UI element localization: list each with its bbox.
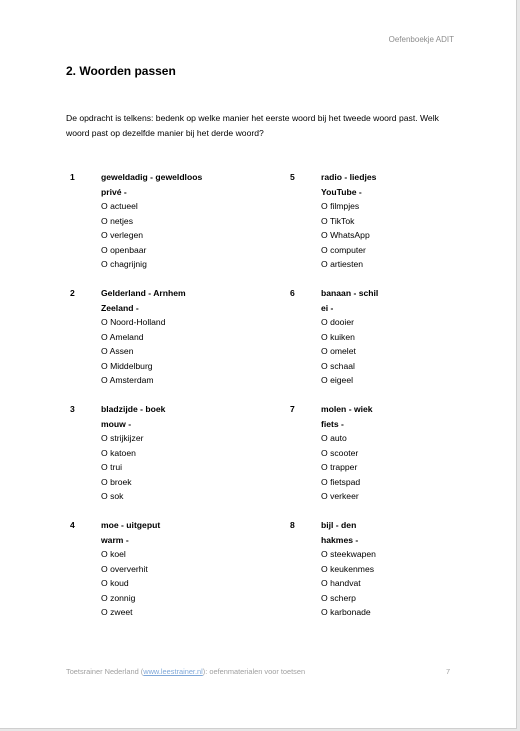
answer-option[interactable]: O eigeel [321, 375, 354, 385]
answer-option[interactable]: O karbonade [321, 607, 371, 617]
answer-option[interactable]: O Assen [101, 346, 134, 356]
page-number: 7 [446, 667, 451, 676]
question-number: 2 [70, 288, 75, 298]
word-pair: bijl - den [321, 520, 357, 530]
answer-option[interactable]: O omelet [321, 346, 356, 356]
answer-option[interactable]: O WhatsApp [321, 230, 370, 240]
answer-option[interactable]: O scherp [321, 592, 356, 603]
answer-option[interactable]: O dooier [321, 317, 354, 327]
answer-option[interactable]: O zonnig [101, 592, 136, 603]
question-number: 7 [290, 404, 295, 414]
question-number: 6 [290, 288, 295, 298]
question-body [101, 170, 261, 272]
footer-suffix: ): oefenmaterialen voor toetsen [202, 667, 306, 676]
page-title: 2. Woorden passen [66, 64, 176, 78]
answer-option[interactable]: O fietspad [321, 476, 361, 487]
question-prompt: mouw - [101, 418, 132, 429]
question-prompt: YouTube - [321, 186, 362, 197]
answer-option[interactable]: O strijkijzer [101, 433, 144, 443]
footer-link[interactable]: www.leestrainer.nl [143, 667, 203, 676]
page-footer [66, 667, 305, 676]
answer-option[interactable]: O artiesten [321, 259, 364, 269]
answer-option[interactable]: O steekwapen [321, 549, 376, 559]
answer-option[interactable]: O actueel [101, 201, 138, 211]
answer-option[interactable]: O katoen [101, 447, 136, 458]
answer-option[interactable]: O koel [101, 549, 126, 559]
answer-option[interactable]: O Amsterdam [101, 375, 154, 385]
question-number: 1 [70, 172, 75, 182]
answer-option[interactable]: O computer [321, 244, 366, 255]
answer-option[interactable]: O Ameland [101, 331, 144, 342]
question-number: 8 [290, 520, 295, 530]
question-prompt: warm - [101, 534, 129, 545]
question-prompt: ei - [321, 302, 334, 313]
footer-prefix: Toetsrainer Nederland ( [66, 667, 144, 676]
question-body [101, 402, 261, 504]
word-pair: geweldadig - geweldloos [101, 172, 203, 182]
answer-option[interactable]: O Noord-Holland [101, 317, 166, 327]
answer-option[interactable]: O sok [101, 491, 124, 501]
question-number: 5 [290, 172, 295, 182]
question-prompt: fiets - [321, 418, 344, 429]
answer-option[interactable]: O TikTok [321, 215, 355, 226]
answer-option[interactable]: O kuiken [321, 331, 355, 342]
answer-option[interactable]: O netjes [101, 215, 134, 226]
answer-option[interactable]: O auto [321, 433, 347, 443]
word-pair: Gelderland - Arnhem [101, 288, 186, 298]
answer-option[interactable]: O scooter [321, 447, 359, 458]
answer-option[interactable]: O verkeer [321, 491, 359, 501]
answer-option[interactable]: O Middelburg [101, 360, 153, 371]
answer-option[interactable]: O verlegen [101, 230, 144, 240]
answer-option[interactable]: O broek [101, 476, 132, 487]
word-pair: radio - liedjes [321, 172, 377, 182]
answer-option[interactable]: O openbaar [101, 244, 147, 255]
answer-option[interactable]: O handvat [321, 578, 361, 588]
page-header: Oefenboekje ADIT [388, 35, 454, 44]
word-pair: moe - uitgeput [101, 520, 161, 530]
question-body [321, 170, 481, 272]
question-body [321, 286, 481, 388]
question-body [101, 286, 261, 388]
answer-option[interactable]: O trui [101, 462, 123, 472]
question-number: 3 [70, 404, 75, 414]
instructions: De opdracht is telkens: bedenk op welke manier het eerste woord bij het tweede woord past. Welk woord past op dezelfde manier bij het derde woord? [66, 113, 439, 138]
question-prompt: Zeeland - [101, 302, 139, 313]
answer-option[interactable]: O koud [101, 578, 129, 588]
answer-option[interactable]: O zweet [101, 607, 133, 617]
answer-option[interactable]: O chagrijnig [101, 259, 147, 269]
answer-option[interactable]: O keukenmes [321, 563, 375, 574]
word-pair: bladzijde - boek [101, 404, 166, 414]
answer-option[interactable]: O trapper [321, 462, 358, 472]
question-body [321, 402, 481, 504]
question-number: 4 [70, 520, 75, 530]
word-pair: molen - wiek [321, 404, 373, 414]
answer-option[interactable]: O oververhit [101, 563, 148, 574]
answer-option[interactable]: O schaal [321, 360, 355, 371]
question-prompt: privé - [101, 186, 127, 197]
question-prompt: hakmes - [321, 534, 359, 545]
word-pair: banaan - schil [321, 288, 379, 298]
answer-option[interactable]: O filmpjes [321, 201, 360, 211]
question-body [321, 518, 481, 620]
question-body [101, 518, 261, 620]
